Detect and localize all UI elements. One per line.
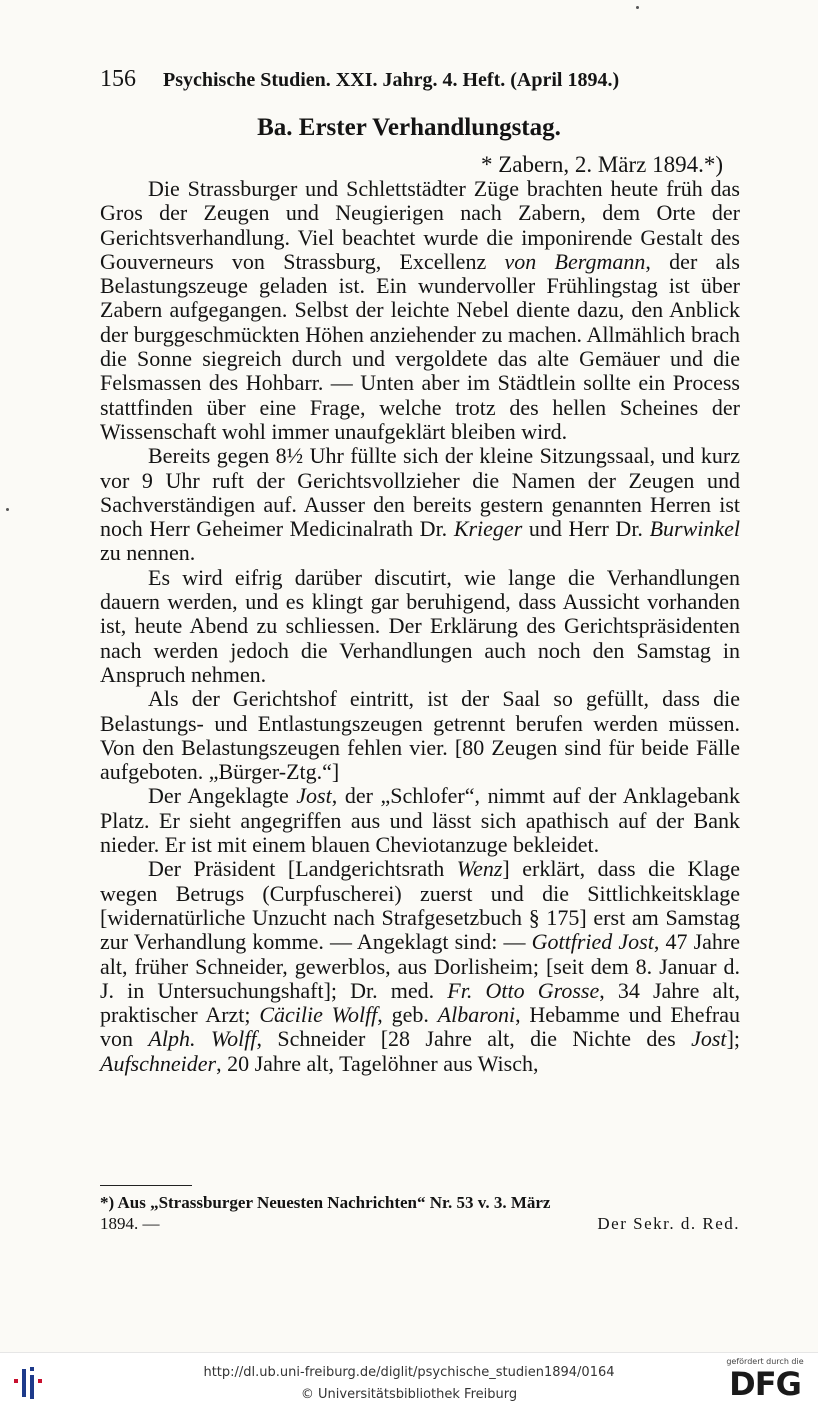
paragraph-3: Es wird eifrig darüber discutirt, wie lange die Verhandlungen dauern werden, und es klingt gar beruhigend, dass Aussicht vorhanden ist, heute Abend zu schliessen. Der Erklärung des Gerichtspräsidenten nach werden jedoch die Verhandlungen auch noch den Samstag in Anspruch nehmen. (100, 564, 740, 687)
paragraph-6 (100, 857, 740, 1076)
scan-speck (6, 508, 9, 511)
footnote-rule (100, 1185, 192, 1186)
text-run: Die Strassburger und Schlettstädter Züge brachten heute früh das Gros der Zeugen und Neugierigen nach Zabern, dem Orte der Gerichtsverhandlung. Viel beachtet wurde die imponirende Gestalt des Gouverneurs von Strassburg, Excellenz (100, 176, 740, 274)
text-run: , geb. (377, 1002, 438, 1028)
person-name: Fr. Otto Grosse (447, 977, 600, 1003)
text-run: Der Angeklagte (148, 783, 297, 809)
scan-speck (636, 6, 639, 9)
dateline: * Zabern, 2. März 1894.*) (480, 152, 723, 177)
paragraph-5 (100, 784, 740, 857)
copyright-notice: © Universitätsbibliothek Freiburg (300, 1387, 518, 1402)
person-name: Burwinkel (649, 516, 740, 542)
text-run: Der Präsident [Landgerichtsrath (148, 856, 457, 882)
text-run: , 34 Jahre alt, praktischer Arzt; (100, 977, 741, 1028)
person-name: Jost (691, 1026, 727, 1052)
person-name: Alph. Wolff (148, 1026, 257, 1052)
article-body (100, 177, 740, 1076)
text-run: ]; (726, 1026, 741, 1052)
paragraph-4: Als der Gerichtshof eintritt, ist der Saal so gefüllt, dass die Belastungs- und Entlastungszeugen getrennt berufen werden müssen. Von den Belastungszeugen fehlen vier. [80 Zeugen sind für beide Fälle aufgeboten. „Bürger-Ztg.“] (100, 686, 740, 785)
text-run: , der als Belastungszeuge geladen ist. Ein wundervoller Frühlingstag ist über Zabern aufgegangen. Selbst der leichte Nebel diente dazu, den Anblick der burggeschmückten Höhen anziehender zu machen. Allmählich brach die Sonne siegreich durch und vergoldete das alte Gemäuer und die Felsmassen des Hohbarr. — Unten aber im Städtlein sollte ein Process stattfinden über eine Frage, welche trotz des hellen Scheines der Wissenschaft wohl immer unaufgeklärt bleiben wird. (100, 248, 740, 444)
permalink-url[interactable]: http://dl.ub.uni-freiburg.de/diglit/psychische_studien1894/0164 (203, 1365, 615, 1380)
text-run: , der „Schlofer“, nimmt auf der Anklagebank Platz. Er sieht angegriffen aus und lässt sich apathisch auf der Bank nieder. Er ist mit einem blauen Cheviotanzuge bekleidet. (100, 783, 740, 858)
text-run: ] erklärt, dass die Klage wegen Betrugs (Curpfuscherei) zuerst und die Sittlichkeitsklage [widernatürliche Unzucht nach Strafgesetzbuch § 175] erst am Samstag zur Verhandlung komme. — Angeklagt sind: — (100, 856, 741, 955)
running-header (100, 66, 700, 93)
person-name: Albaroni (437, 1002, 516, 1028)
paragraph-2 (100, 444, 740, 565)
page-number: 156 (100, 66, 136, 92)
text-run: zu nennen. (100, 540, 196, 566)
person-name: von Bergmann (504, 248, 646, 274)
text-run: Bereits gegen 8½ Uhr füllte sich der kleine Sitzungssaal, und kurz vor 9 Uhr ruft der Gerichtsvollzieher die Namen der Zeugen und Sachverständigen auf. Ausser den bereits gestern genannten Herren ist noch Herr Geheimer Medicinalrath Dr. (100, 443, 740, 542)
dfg-tagline: gefördert durch die (726, 1357, 804, 1366)
footnote-line-2 (100, 1213, 740, 1234)
text-run: , 20 Jahre alt, Tagelöhner aus Wisch, (216, 1050, 539, 1076)
person-name: Jost (296, 783, 332, 809)
person-name: Cäcilie Wolff (259, 1002, 378, 1028)
paragraph-1 (100, 177, 740, 444)
footnote (100, 1192, 740, 1234)
footnote-year: 1894. — (100, 1214, 160, 1233)
text-run: und Herr Dr. (522, 516, 650, 542)
text-run: , Schneider [28 Jahre alt, die Nichte des (256, 1026, 692, 1052)
viewer-footer (0, 1352, 818, 1412)
person-name: Aufschneider (100, 1050, 217, 1076)
text-run: , Hebamme und Ehefrau von (100, 1002, 740, 1052)
dfg-logo[interactable] (720, 1357, 810, 1407)
footnote-signature: Der Sekr. d. Red. (597, 1214, 740, 1233)
person-name: Gottfried Jost (531, 929, 654, 955)
text-run: , 47 Jahre alt, früher Schneider, gewerblos, aus Dorlisheim; [seit dem 8. Januar d. J. in Untersuchungshaft]; Dr. med. (100, 929, 740, 1003)
person-name: Wenz (456, 856, 503, 882)
dfg-logo-text: DFG (729, 1365, 801, 1403)
running-title: Psychische Studien. XXI. Jahrg. 4. Heft. (April 1894.) (163, 69, 620, 91)
footnote-text: *) Aus „Strassburger Neuesten Nachrichten“ Nr. 53 v. 3. März (100, 1193, 551, 1212)
person-name: Krieger (453, 516, 523, 542)
section-title: Ba. Erster Verhandlungstag. (257, 114, 561, 141)
